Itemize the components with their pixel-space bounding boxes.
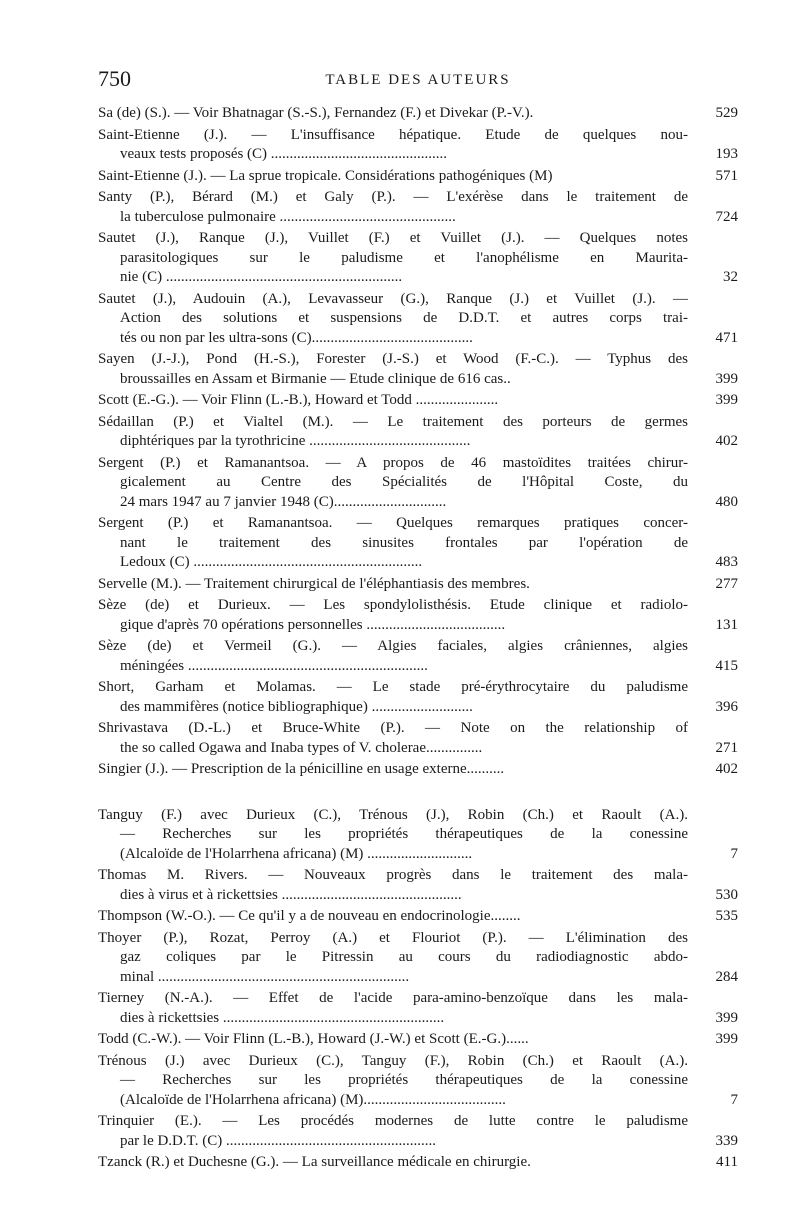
page-number: 750 (98, 66, 131, 91)
entry-page-number: 7 (730, 845, 738, 862)
entry-page-number: 131 (715, 616, 738, 633)
entry-line: the so called Ogawa and Inaba types of V. cholerae............... (120, 739, 483, 756)
index-entry (98, 1030, 738, 1050)
index-entry (98, 514, 738, 573)
entry-line: Thomas M. Rivers. — Nouveaux progrès dans le traitement des mala- (98, 867, 688, 883)
entry-line: Short, Garham et Molamas. — Le stade pré-érythrocytaire du paludisme (98, 679, 688, 695)
entry-page-number: 284 (715, 968, 738, 985)
entry-page-number: 193 (715, 146, 738, 162)
index-entry (98, 1112, 738, 1151)
entry-line: par le D.D.T. (C) ........................................................ (120, 1132, 436, 1149)
index-entry (98, 454, 738, 513)
entry-page-number: 7 (730, 1091, 738, 1108)
index-entry (98, 104, 738, 124)
entry-line: Sèze (de) et Durieux. — Les spondylolisthésis. Etude clinique et radiolo- (98, 597, 688, 613)
entry-page-number: 529 (715, 105, 738, 121)
author-index-list (98, 104, 738, 1175)
entry-page-number: 530 (715, 886, 738, 903)
entry-line: dies à rickettsies ........................................................... (120, 1009, 445, 1026)
entry-page-number: 480 (715, 493, 738, 510)
entry-line: (Alcaloïde de l'Holarrhena africana) (M)...................................... (120, 1091, 506, 1108)
entry-line: broussailles en Assam et Birmanie — Etude clinique de 616 cas.. (120, 370, 511, 387)
entry-line: minal ................................................................... (120, 968, 410, 985)
entry-line: dies à virus et à rickettsies ................................................ (120, 886, 462, 903)
entry-page-number: 535 (715, 908, 738, 924)
entry-line: Thompson (W.-O.). — Ce qu'il y a de nouveau en endocrinologie........ (98, 908, 521, 924)
entry-line: des mammifères (notice bibliographique) ........................... (120, 698, 473, 715)
entry-line: la tuberculose pulmonaire ............................................... (120, 208, 456, 225)
entry-line: Sèze (de) et Vermeil (G.). — Algies faciales, algies crâniennes, algies (98, 638, 688, 654)
index-entry (98, 391, 738, 411)
entry-line: parasitologiques sur le paludisme et l'anophélisme en Maurita- (120, 249, 688, 266)
index-entry (98, 806, 738, 865)
entry-page-number: 399 (715, 1031, 738, 1047)
index-entry (98, 596, 738, 635)
entry-line: Sergent (P.) et Ramanantsoa. — Quelques remarques pratiques concer- (98, 515, 688, 531)
entry-page-number: 32 (723, 269, 738, 285)
entry-line: Sergent (P.) et Ramanantsoa. — A propos de 46 mastoïdites traitées chirur- (98, 454, 688, 471)
entry-line: Trénous (J.) avec Durieux (C.), Tanguy (F.), Robin (Ch.) et Raoult (A.). (98, 1052, 688, 1069)
entry-page-number: 724 (715, 208, 738, 225)
entry-page-number: 271 (715, 739, 738, 756)
entry-line: gique d'après 70 opérations personnelles ..................................... (120, 616, 506, 633)
entry-page-number: 399 (715, 392, 738, 408)
entry-page-number: 396 (715, 698, 738, 715)
entry-line: Sa (de) (S.). — Voir Bhatnagar (S.-S.), Fernandez (F.) et Divekar (P.-V.). (98, 105, 534, 121)
entry-line: gaz coliques par le Pitressin au cours du radiodiagnostic abdo- (120, 949, 688, 965)
entry-page-number: 277 (715, 575, 738, 592)
entry-line: diphtériques par la tyrothricine ........................................... (120, 433, 471, 449)
index-entry (98, 1052, 738, 1111)
entry-line: Scott (E.-G.). — Voir Flinn (L.-B.), Howard et Todd ...................... (98, 392, 499, 408)
index-entry (98, 413, 738, 452)
entry-line: tés ou non par les ultra-sons (C)........................................... (120, 329, 473, 346)
entry-page-number: 571 (715, 167, 738, 184)
entry-line: Sédaillan (P.) et Vialtel (M.). — Le traitement des porteurs de germes (98, 413, 688, 430)
index-entry (98, 929, 738, 988)
index-entry (98, 989, 738, 1028)
entry-line: nie (C) ............................................................... (120, 269, 403, 285)
index-entry (98, 350, 738, 389)
entry-line: Ledoux (C) ............................................................. (120, 554, 423, 570)
index-entry (98, 678, 738, 717)
index-entry (98, 290, 738, 349)
entry-page-number: 415 (715, 657, 738, 674)
letter-section-gap (98, 782, 738, 806)
page-header (98, 66, 738, 94)
entry-line: méningées ................................................................ (120, 657, 428, 674)
entry-line: — Recherches sur les propriétés thérapeutiques de la conessine (120, 1072, 688, 1088)
entry-line: Shrivastava (D.-L.) et Bruce-White (P.). — Note on the relationship of (98, 720, 688, 736)
entry-line: Saint-Etienne (J.). — L'insuffisance hépatique. Etude de quelques nou- (98, 126, 688, 143)
entry-line: nant le traitement des sinusites frontales par l'opération de (120, 534, 688, 551)
entry-line: — Recherches sur les propriétés thérapeutiques de la conessine (120, 826, 688, 842)
entry-page-number: 399 (715, 370, 738, 387)
entry-line: Sayen (J.-J.), Pond (H.-S.), Forester (J.-S.) et Wood (F.-C.). — Typhus des (98, 351, 688, 367)
entry-page-number: 483 (715, 554, 738, 570)
entry-page-number: 402 (715, 761, 738, 777)
index-entry (98, 907, 738, 927)
index-entry (98, 575, 738, 595)
index-entry (98, 719, 738, 758)
entry-line: Action des solutions et suspensions de D.D.T. et autres corps trai- (120, 310, 688, 326)
index-entry (98, 760, 738, 780)
entry-line: veaux tests proposés (C) ............................................... (120, 146, 448, 162)
entry-page-number: 411 (716, 1154, 738, 1170)
index-entry (98, 188, 738, 227)
entry-page-number: 399 (715, 1009, 738, 1026)
entry-line: (Alcaloïde de l'Holarrhena africana) (M) ............................ (120, 845, 473, 862)
entry-line: 24 mars 1947 au 7 janvier 1948 (C).............................. (120, 493, 447, 510)
entry-line: Sautet (J.), Ranque (J.), Vuillet (F.) et Vuillet (J.). — Quelques notes (98, 230, 688, 246)
index-entry (98, 637, 738, 676)
index-entry (98, 229, 738, 288)
running-title: TABLE DES AUTEURS (325, 72, 511, 88)
entry-line: Thoyer (P.), Rozat, Perroy (A.) et Flouriot (P.). — L'élimination des (98, 929, 688, 946)
index-entry (98, 866, 738, 905)
index-entry (98, 1153, 738, 1173)
entry-line: Santy (P.), Bérard (M.) et Galy (P.). — L'exérèse dans le traitement de (98, 189, 688, 205)
entry-page-number: 339 (715, 1132, 738, 1149)
entry-page-number: 402 (715, 433, 738, 449)
entry-line: Todd (C.-W.). — Voir Flinn (L.-B.), Howard (J.-W.) et Scott (E.-G.)...... (98, 1031, 529, 1047)
entry-line: Trinquier (E.). — Les procédés modernes de lutte contre le paludisme (98, 1113, 688, 1129)
entry-line: Singier (J.). — Prescription de la pénicilline en usage externe.......... (98, 761, 505, 777)
index-entry (98, 126, 738, 165)
entry-line: Sautet (J.), Audouin (A.), Levavasseur (G.), Ranque (J.) et Vuillet (J.). — (98, 290, 688, 307)
entry-line: Saint-Etienne (J.). — La sprue tropicale. Considérations pathogéniques (M) (98, 167, 553, 184)
entry-page-number: 471 (715, 329, 738, 346)
entry-line: Tierney (N.-A.). — Effet de l'acide para-amino-benzoïque dans les mala- (98, 990, 688, 1006)
entry-line: Servelle (M.). — Traitement chirurgical de l'éléphantiasis des membres. (98, 575, 530, 592)
entry-line: Tzanck (R.) et Duchesne (G.). — La surveillance médicale en chirurgie. (98, 1154, 531, 1170)
entry-line: Tanguy (F.) avec Durieux (C.), Trénous (J.), Robin (Ch.) et Raoult (A.). (98, 806, 688, 823)
entry-line: gicalement au Centre des Spécialités de l'Hôpital Coste, du (120, 474, 688, 490)
index-entry (98, 167, 738, 187)
